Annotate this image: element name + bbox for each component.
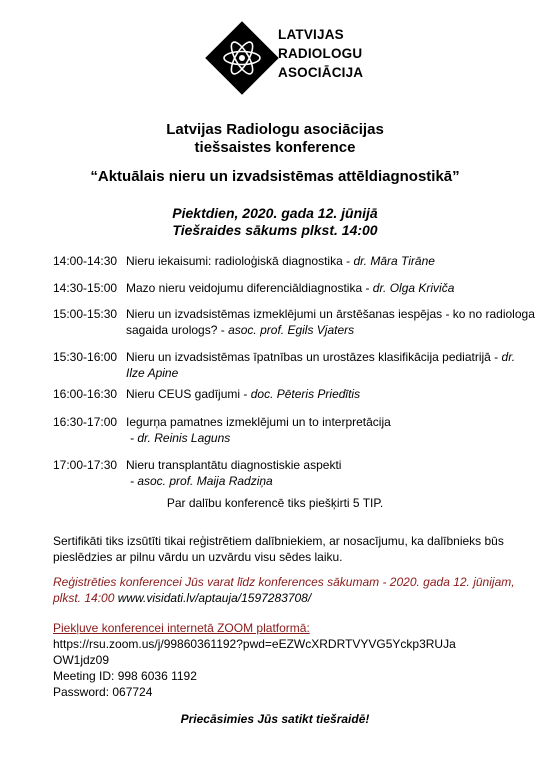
program-topic [126,414,536,446]
program-topic [126,349,536,381]
topic-text: Mazo nieru veidojumu diferenciāldiagnostika - [126,281,373,295]
speaker-name: - asoc. prof. Maija Radziņa [130,474,273,488]
atom-icon [210,26,274,90]
topic-text: Nieru CEUS gadījumi - [126,387,251,401]
topic-text: Nieru iekaisumi: radioloģiskā diagnostika - [126,254,354,268]
association-logo [206,24,376,108]
start-time: Tiešraides sākums plkst. 14:00 [172,222,378,238]
registration-text: Reģistrēties konferencei Jūs varat līdz konferences sākumam - 2020. gada 12. jūnijam, plkst. 14:00 [53,575,515,605]
meeting-id: Meeting ID: 998 6036 1192 [53,669,197,683]
program-topic [126,457,536,489]
speaker-name: doc. Pēteris Priedītis [250,387,361,401]
tip-credits-note: Par dalību konferencē tiks piešķirti 5 TIP. [166,496,384,510]
event-type: tiešsaistes konference [194,139,356,156]
speaker-name: dr. Māra Tirāne [353,254,435,268]
program-topic [126,280,536,296]
zoom-access-block [53,620,523,700]
program-topic [126,306,536,338]
logo-line-3: ASOCIĀCIJA [278,65,364,80]
logo-line-1: LATVIJAS [278,27,344,42]
certificate-note: Sertifikāti tiks izsūtīti tikai reģistrētiem dalībniekiem, ar nosacījumu, ka dalībnieks būs pieslēdzies ar pilnu vārdu un uzvārdu visu sēdes laiku. [53,534,504,564]
topic-text: Nieru un izvadsistēmas īpatnības un urostāzes klasifikācija pediatrijā - [126,350,502,364]
speaker-name: dr. Olga Kriviča [372,281,455,295]
speaker-name: dr. Ilze Apine [126,350,516,380]
zoom-link-line-1[interactable]: https://rsu.zoom.us/j/99860361192?pwd=eEZWcXRDRTVYVG5Yckp3RUJa [53,637,456,651]
program-time: 15:00-15:30 [53,307,118,321]
registration-link[interactable]: www.visidati.lv/aptauja/1597283708/ [117,591,312,605]
zoom-link-line-2[interactable]: OW1jdz09 [53,653,110,667]
meeting-password: Password: 067724 [53,685,153,699]
program-time: 17:00-17:30 [53,458,118,472]
organization-title: Latvijas Radiologu asociācijas [166,121,384,138]
zoom-label: Piekļuve konferencei internetā ZOOM platformā: [53,621,310,635]
topic-text: Iegurņa pamatnes izmeklējumi un to interpretācija [126,415,391,429]
logo-text [278,25,363,82]
closing-message: Priecāsimies Jūs satikt tiešraidē! [180,712,370,726]
program-time: 14:30-15:00 [53,281,118,295]
topic-text: Nieru un izvadsistēmas izmeklējumi un ārstēšanas iespējas - ko no radiologa sagaida urologs? - [126,307,535,337]
program-time: 15:30-16:00 [53,350,118,364]
conference-title: “Aktuālais nieru un izvadsistēmas attēldiagnostikā” [90,168,460,185]
program-time: 14:00-14:30 [53,254,118,268]
program-topic [126,253,536,269]
registration-note [53,574,523,606]
topic-text: Nieru transplantātu diagnostiskie aspekti [126,458,342,472]
program-time: 16:00-16:30 [53,387,118,401]
speaker-name: asoc. prof. Egils Vjaters [228,323,355,337]
program-time: 16:30-17:00 [53,415,118,429]
event-date: Piektdien, 2020. gada 12. jūnijā [172,205,378,221]
speaker-name: - dr. Reinis Laguns [130,431,231,445]
logo-line-2: RADIOLOGU [278,46,363,61]
program-topic [126,386,536,402]
